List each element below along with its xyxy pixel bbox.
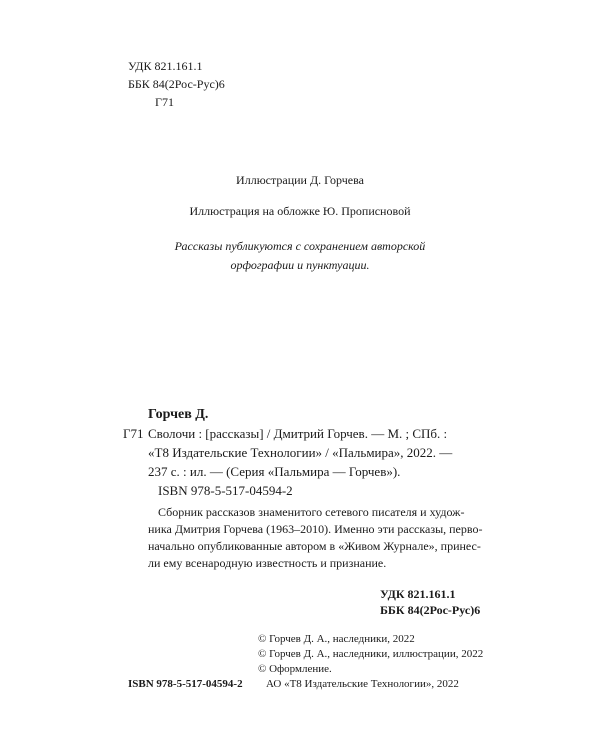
biblio-line-2: «Т8 Издательские Технологии» / «Пальмира», 2022. — [148, 445, 453, 460]
biblio-author-mark: Г71 [123, 426, 144, 441]
illustrations-credit: Иллюстрации Д. Горчева [236, 173, 364, 187]
biblio-isbn: ISBN 978-5-517-04594-2 [158, 483, 293, 498]
spelling-notice-line-1: Рассказы публикуются с сохранением авторской [174, 239, 426, 253]
spelling-notice-line-2: орфографии и пунктуации. [230, 258, 370, 272]
copyright-line-1: © Горчев Д. А., наследники, 2022 [258, 633, 415, 645]
bbk-code: ББК 84(2Рос-Рус)6 [128, 77, 225, 91]
biblio-line-3: 237 с. : ил. — (Серия «Пальмира — Горчев»). [148, 464, 401, 479]
annotation-line-4: ли ему всенародную известность и признание. [148, 556, 387, 570]
author-mark: Г71 [155, 95, 174, 109]
annotation-line-3: начально опубликованные автором в «Живом Журнале», принес- [148, 539, 481, 553]
author-heading: Горчев Д. [148, 407, 209, 422]
bbk-code-bottom: ББК 84(2Рос-Рус)6 [380, 603, 481, 617]
biblio-line-1: Сволочи : [рассказы] / Дмитрий Горчев. — М. ; СПб. : [148, 426, 448, 441]
udk-code: УДК 821.161.1 [128, 59, 203, 73]
udk-code-bottom: УДК 821.161.1 [380, 587, 456, 601]
isbn-bottom: ISBN 978-5-517-04594-2 [128, 678, 243, 690]
annotation-line-1: Сборник рассказов знаменитого сетевого писателя и худож- [158, 505, 465, 519]
copyright-line-2: © Горчев Д. А., наследники, иллюстрации, 2022 [258, 648, 484, 660]
annotation-line-2: ника Дмитрия Горчева (1963–2010). Именно эти рассказы, перво- [148, 522, 483, 536]
copyright-line-3: © Оформление. [258, 663, 332, 675]
cover-illustration-credit: Иллюстрация на обложке Ю. Прописновой [189, 204, 411, 218]
copyright-line-4: АО «Т8 Издательские Технологии», 2022 [266, 678, 459, 690]
